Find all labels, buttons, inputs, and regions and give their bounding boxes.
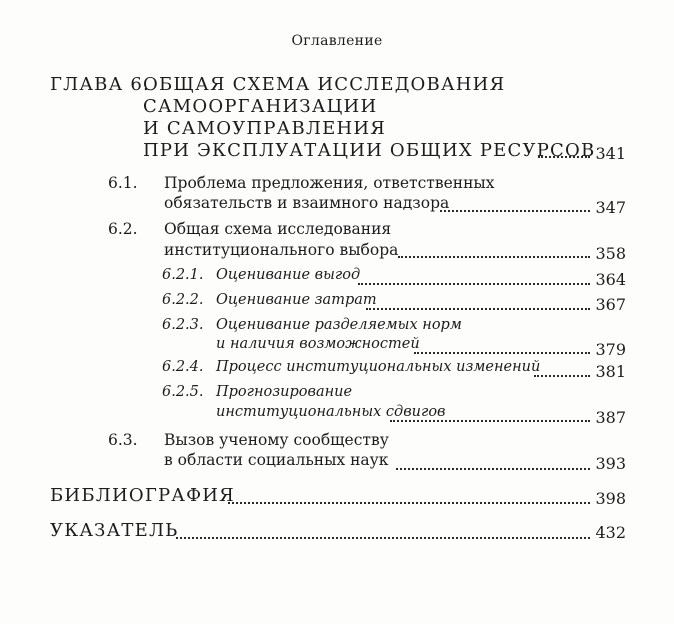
section-title-line: Проблема предложения, ответственных [164,174,495,192]
subsection-number: 6.2.2. [162,292,204,308]
section-number: 6.2. [108,220,138,238]
dot-leader [228,502,590,504]
page-number: 367 [595,295,626,314]
page-number: 432 [595,523,626,542]
dot-leader [398,256,590,258]
subsection-title-line: институциональных сдвигов [216,404,446,420]
page-number: 358 [595,244,626,263]
subsection-number: 6.2.5. [162,384,204,400]
bibliography-title: БИБЛИОГРАФИЯ [50,485,235,506]
subsection-number: 6.2.3. [162,317,204,333]
page-number: 347 [595,198,626,217]
page-number: 364 [595,270,626,289]
subsection-title-line: Оценивание затрат [216,292,377,308]
chapter-title-line: ПРИ ЭКСПЛУАТАЦИИ ОБЩИХ РЕСУРСОВ [143,140,596,161]
subsection-title-line: Прогнозирование [216,384,353,400]
section-number: 6.3. [108,431,138,449]
dot-leader [414,352,590,354]
dot-leader [358,283,590,285]
chapter-title-line: ОБЩАЯ СХЕМА ИССЛЕДОВАНИЯ [143,74,506,95]
dot-leader [366,308,590,310]
subsection-number: 6.2.4. [162,359,204,375]
chapter-title-line: САМООРГАНИЗАЦИИ [143,96,378,117]
page-number: 393 [595,454,626,473]
section-title-line: Вызов ученому сообществу [164,431,389,449]
running-head: Оглавление [291,33,383,49]
page-number: 387 [595,408,626,427]
page-number: 381 [595,362,626,381]
section-number: 6.1. [108,174,138,192]
dot-leader [396,468,590,470]
page-number: 398 [595,489,626,508]
page-number: 341 [595,144,626,163]
chapter-number: ГЛАВА 6. [50,74,150,95]
index-title: УКАЗАТЕЛЬ [50,520,179,541]
subsection-title-line: и наличия возможностей [216,336,420,352]
dot-leader [176,537,590,539]
subsection-title-line: Процесс институциональных изменений [216,359,541,375]
section-title-line: обязательств и взаимного надзора [164,194,450,212]
page-number: 379 [595,340,626,359]
dot-leader [390,420,590,422]
section-title-line: институционального выбора [164,241,399,259]
subsection-title-line: Оценивание выгод [216,267,361,283]
chapter-title-line: И САМОУПРАВЛЕНИЯ [143,118,386,139]
section-title-line: в области социальных наук [164,451,389,469]
section-title-line: Общая схема исследования [164,220,392,238]
subsection-number: 6.2.1. [162,267,204,283]
subsection-title-line: Оценивание разделяемых норм [216,317,462,333]
